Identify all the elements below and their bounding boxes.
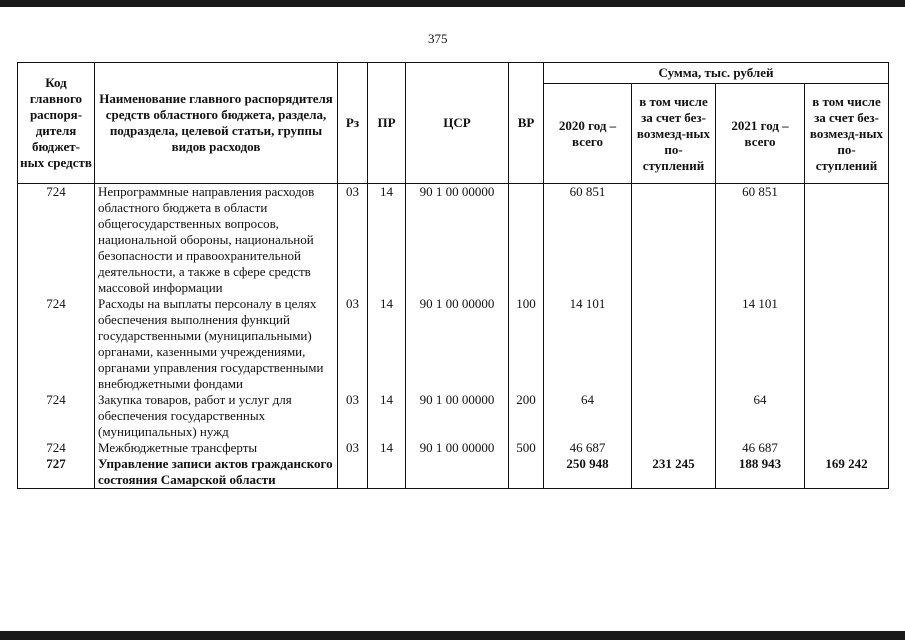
cell-2020-total: 60 851	[544, 184, 632, 297]
cell-code: 727	[18, 456, 95, 489]
cell-pr	[368, 456, 406, 489]
header-2020-total: 2020 год – всего	[544, 84, 632, 184]
table-row	[18, 392, 889, 440]
cell-pr: 14	[368, 392, 406, 440]
cell-2020-total: 250 948	[544, 456, 632, 489]
cell-2020-free	[632, 184, 716, 297]
table-header	[18, 63, 889, 184]
scan-top-border	[0, 0, 905, 7]
table-row	[18, 456, 889, 489]
cell-pr: 14	[368, 440, 406, 456]
cell-2021-total: 188 943	[716, 456, 805, 489]
table-body	[18, 184, 889, 489]
cell-2020-total: 64	[544, 392, 632, 440]
cell-2021-total: 14 101	[716, 296, 805, 392]
cell-vr: 200	[509, 392, 544, 440]
cell-2020-free	[632, 392, 716, 440]
cell-vr: 500	[509, 440, 544, 456]
header-2021-free: в том числе за счет без-возмезд-ных по-ступлений	[805, 84, 889, 184]
cell-code: 724	[18, 440, 95, 456]
header-vr: ВР	[509, 63, 544, 184]
header-code: Код главного распоря-дителя бюджет-ных средств	[18, 63, 95, 184]
cell-2021-free	[805, 296, 889, 392]
cell-code: 724	[18, 184, 95, 297]
cell-csr: 90 1 00 00000	[406, 184, 509, 297]
cell-2021-total: 60 851	[716, 184, 805, 297]
page-number: 375	[428, 31, 448, 46]
cell-rz: 03	[338, 440, 368, 456]
cell-2020-free	[632, 296, 716, 392]
cell-pr: 14	[368, 296, 406, 392]
cell-vr	[509, 456, 544, 489]
cell-code: 724	[18, 392, 95, 440]
budget-table	[17, 62, 889, 489]
cell-rz: 03	[338, 296, 368, 392]
cell-rz	[338, 456, 368, 489]
table-row	[18, 296, 889, 392]
cell-rz: 03	[338, 392, 368, 440]
header-2020-free: в том числе за счет без-возмезд-ных по-ступлений	[632, 84, 716, 184]
cell-pr: 14	[368, 184, 406, 297]
table-row	[18, 440, 889, 456]
cell-name: Непрограммные направления расходов областного бюджета в области общегосударственных вопросов, национальной обороны, национальной безопасности и правоохранительной деятельности, а также в сфере средств массовой информации	[95, 184, 338, 297]
cell-2021-free: 169 242	[805, 456, 889, 489]
cell-name: Расходы на выплаты персоналу в целях обеспечения выполнения функций государственными (муниципальными) органами, казенными учреждениями, органами управления государственными внебюджетными фондами	[95, 296, 338, 392]
cell-2021-total: 64	[716, 392, 805, 440]
header-2021-total: 2021 год – всего	[716, 84, 805, 184]
header-rz: Рз	[338, 63, 368, 184]
cell-vr	[509, 184, 544, 297]
cell-code: 724	[18, 296, 95, 392]
cell-csr: 90 1 00 00000	[406, 392, 509, 440]
header-name: Наименование главного распорядителя средств областного бюджета, раздела, подраздела, целевой статьи, группы видов расходов	[95, 63, 338, 184]
cell-name: Управление записи актов гражданского состояния Самарской области	[95, 456, 338, 489]
cell-csr: 90 1 00 00000	[406, 296, 509, 392]
table-row	[18, 184, 889, 297]
cell-2020-free: 231 245	[632, 456, 716, 489]
cell-2020-total: 46 687	[544, 440, 632, 456]
cell-2020-total: 14 101	[544, 296, 632, 392]
cell-vr: 100	[509, 296, 544, 392]
header-csr: ЦСР	[406, 63, 509, 184]
cell-name: Межбюджетные трансферты	[95, 440, 338, 456]
header-pr: ПР	[368, 63, 406, 184]
cell-rz: 03	[338, 184, 368, 297]
cell-2021-free	[805, 184, 889, 297]
cell-csr: 90 1 00 00000	[406, 440, 509, 456]
cell-2021-free	[805, 440, 889, 456]
scan-bottom-border	[0, 631, 905, 640]
cell-2021-free	[805, 392, 889, 440]
cell-2021-total: 46 687	[716, 440, 805, 456]
header-sum: Сумма, тыс. рублей	[544, 63, 889, 84]
cell-csr	[406, 456, 509, 489]
cell-2020-free	[632, 440, 716, 456]
cell-name: Закупка товаров, работ и услуг для обеспечения государственных (муниципальных) нужд	[95, 392, 338, 440]
